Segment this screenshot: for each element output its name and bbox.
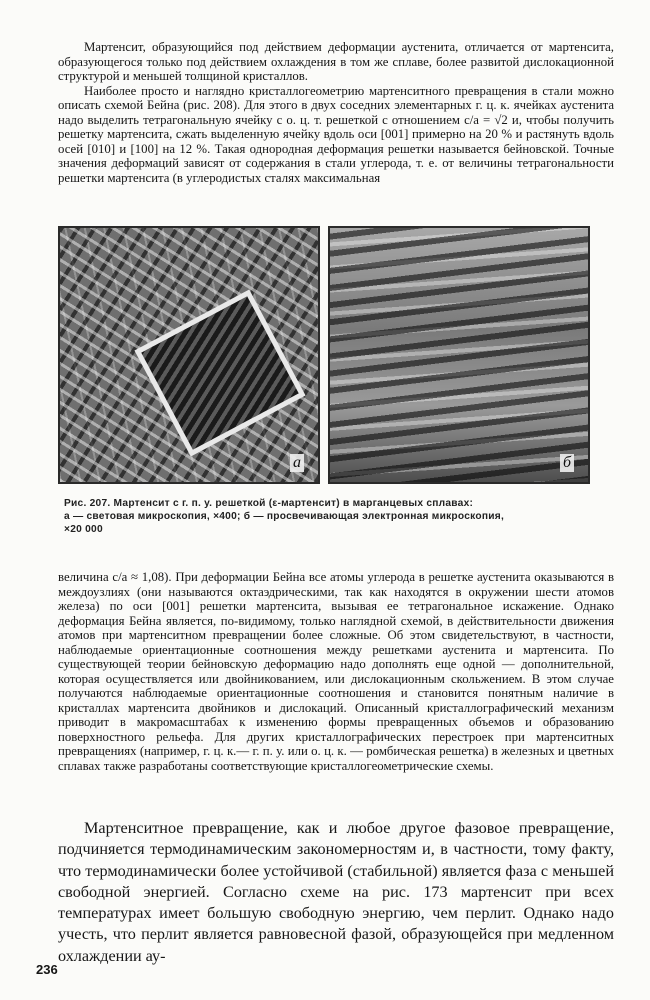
martensite-plate-region [134, 290, 305, 457]
paragraph-thermodynamics: Мартенситное превращение, как и любое другое фазовое превращение, подчиняется термодинамическим закономерностям и, в частности, тому факту, что термодинамически более устойчивой (стабильной) является фаза с меньшей свободной энергией. Согласно схеме на рис. 173 мартенсит при всех температурах имеет большую свободную энергию, чем перлит. Однако надо учесть, что перлит является равновесной фазой, образующейся при медленном охлаждении ау- [58, 819, 614, 965]
paragraph-bain-scheme: Наиболее просто и наглядно кристаллогеометрию мартенситного превращения в стали можно описать схемой Бейна (рис. 208). Для этого в двух соседних элементарных г. ц. к. ячейках аустенита надо выделить тетрагональную ячейку с о. ц. т. решеткой с отношением c/a = √2 и, чтобы получить решетку мартенсита, сжать выделенную ячейку вдоль оси [001] примерно на 20 % и растянуть вдоль осей [010] и [100] на 12 %. Такая однородная деформация решетки называется бейновской. Точные значения деформаций зависят от содержания в стали углерода, т. е. от величины тетрагональности решетки мартенсита (в углеродистых сталях максимальная [58, 83, 614, 185]
paragraph-bain-continuation: величина c/a ≈ 1,08). При деформации Бейна все атомы углерода в решетке аустенита оказываются в междоузлиях (они называются октаэдрическими, так как находятся в окружении шести атомов железа) по оси [001] решетки мартенсита, вызывая ее тетрагональное искажение. Однако деформация Бейна является, по-видимому, только наглядной схемой, в действительности движения атомов при мартенситном превращении более сложные. Об этом свидетельствуют, в частности, наблюдаемые ориентационные соотношения между решетками аустенита и мартенсита. По существующей теории бейновскую деформацию надо дополнять еще одной — дополнительной, которая осуществляется или двойникованием, или дислокационным скольжением. В этом случае получаются наблюдаемые ориентационные соотношения и становится понятным наличие в кристаллах мартенсита двойников и дислокаций. Описанный кристаллографический механизм приводит в макромасштабах к изменению формы превращенных объемов и образованию поверхностного рельефа. Для других кристаллографических перестроек при мартенситных превращениях (например, г. ц. к.— г. п. у. или о. ц. к. — ромбическая решетка) в железных и цветных сплавах также разработаны соответствующие кристаллогеометрические схемы. [58, 570, 614, 773]
figure-caption [64, 497, 604, 537]
top-text-block [58, 40, 614, 185]
micrograph-light-microscopy [58, 226, 320, 484]
micrograph-electron-microscopy [328, 226, 590, 484]
figure-label-b: б [560, 454, 574, 472]
page-number: 236 [36, 962, 58, 977]
caption-line-2: а — световая микроскопия, ×400; б — просвечивающая электронная микроскопия, [64, 511, 505, 523]
figure-label-a: а [290, 454, 304, 472]
caption-line-1: Рис. 207. Мартенсит с г. п. у. решеткой (ε-мартенсит) в марганцевых сплавах: [64, 498, 474, 509]
paragraph-deformation-martensite: Мартенсит, образующийся под действием деформации аустенита, отличается от мартенсита, образующегося только под действием охлаждения в том же сплаве, более развитой дислокационной структурой и меньшей толщиной кристаллов. [58, 40, 614, 83]
caption-line-3: ×20 000 [64, 524, 103, 536]
